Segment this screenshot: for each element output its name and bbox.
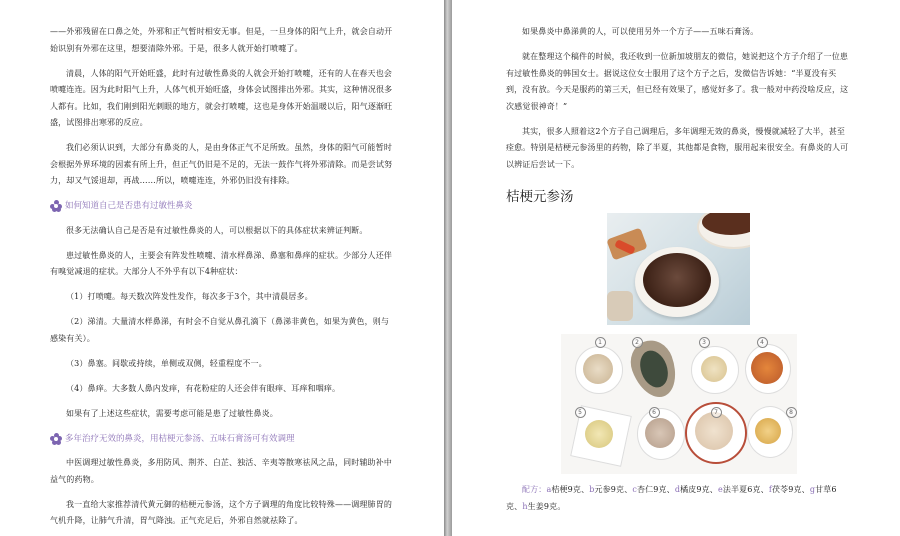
photo-number-label: 5 [575,407,586,418]
book-spine [444,0,452,536]
paragraph: 清晨，人体的阳气开始旺盛，此时有过敏性鼻炎的人就会开始打喷嚏，还有的人在春天也会喷嚏连连。因为此时阳气上升，人体气机开始旺盛，身体会试图排出外邪。其实，这种情况很多人都有。比如，我们刚到阳光刺眼的地方，就会打喷嚏，这也是身体开始温暖以后，阳气逐渐旺盛，试图排出寒邪的反应。 [50,68,393,127]
section-heading [50,198,395,214]
section-heading [50,431,395,447]
recipe-ingredients [506,482,851,515]
paragraph: 患过敏性鼻炎的人，主要会有阵发性喷嚏、清水样鼻涕、鼻塞和鼻痒的症状。少部分人还伴有嗅觉减退的症状。大部分人不外乎有以下4种症状： [50,250,392,276]
left-page [0,0,444,536]
photo-number-label: 4 [757,337,768,348]
right-page [452,0,900,536]
photo-number-label: 7 [711,407,722,418]
symptom-item: （4）鼻痒。大多数人鼻内发痒，有花粉症的人还会伴有眼痒、耳痒和咽痒。 [66,383,341,393]
symptom-item: （3）鼻塞。间歇或持续，单侧或双侧，轻重程度不一。 [66,358,267,368]
ingredient: 生姜9克。 [527,501,566,511]
paragraph: 我一直给大家推荐清代黄元御的桔梗元参汤，这个方子调理的角度比较特殊——调理肺胃的气机升降，让肺气升清，胃气降浊。正气充足后，外邪自然就祛除了。 [50,499,392,525]
flower-icon [50,433,62,445]
paragraph: 其实，很多人照着这2个方子自己调理后，多年调理无效的鼻炎，慢慢就减轻了大半，甚至痊愈。特别是桔梗元参汤里的药物，除了半夏，其他都是食物，服用起来很安全。有鼻炎的人可以辨证后尝试一下。 [506,126,849,169]
symptom-item: （1）打喷嚏。每天数次阵发性发作，每次多于3个，其中清晨居多。 [66,292,313,301]
soup-photo [607,213,750,325]
paragraph: 就在整理这个稿件的时候，我还收到一位新加坡朋友的微信，她说把这个方子介绍了一位患有过敏性鼻炎的韩国女士。据说这位女士服用了这个方子之后，发微信告诉她：“半夏没有买到，没有放。今天是服药的第三天，但已经有效果了，感觉好多了。我一般对中药没啥反应，这次感觉很神奇！” [506,52,849,111]
ingredients-photo [561,334,797,474]
photo-number-label: 6 [649,407,660,418]
ingredient: 桔梗9克、 [551,485,590,494]
ingredient: 甘草6克、 [506,485,837,511]
paragraph: 如果鼻炎中鼻涕黄的人，可以使用另外一个方子——五味石膏汤。 [522,27,759,36]
ingredient-key: b [589,485,595,494]
right-page-content [506,24,851,515]
ingredient-key: f [768,485,772,494]
ingredient-key: g [809,485,816,494]
symptom-item: （2）涕清。大量清水样鼻涕，有时会不自觉从鼻孔滴下（鼻涕非黄色，如果为黄色，则与感染有关）。 [50,317,390,343]
left-page-content [50,24,395,530]
ingredient: 杏仁9克、 [636,485,675,494]
section-heading-text: 多年治疗无效的鼻炎，用桔梗元参汤、五味石膏汤可有效调理 [65,433,295,444]
photo-number-label: 8 [786,407,797,418]
ingredient: 茯苓9克、 [771,485,810,494]
flower-icon [50,200,62,212]
paragraph: 很多无法确认自己是否是有过敏性鼻炎的人，可以根据以下的具体症状来辨证判断。 [66,225,368,235]
paragraph: ——外邪残留在口鼻之处，外邪和正气暂时相安无事。但是，一旦身体的阳气上升，就会自动开始识别有外邪在这里，想要清除外邪。于是，很多人就开始打喷嚏了。 [50,27,393,53]
recipe-title: 桔梗元参汤 [506,189,574,205]
paragraph: 中医调理过敏性鼻炎，多用防风、荆芥、白芷、独活、辛夷等散寒祛风之品，同时辅助补中益气的药物。 [50,458,392,484]
photo-number-label: 2 [632,337,643,348]
ingredient-key: e [717,485,723,494]
ingredient-key: a [546,485,552,494]
recipe-label: 配方： [522,485,547,494]
section-heading-text: 如何知道自己是否患有过敏性鼻炎 [65,201,193,211]
ingredient: 元参9克、 [594,485,633,494]
ingredient-key: h [522,501,528,511]
ingredient: 法半夏6克、 [722,485,769,494]
paragraph: 如果有了上述这些症状，需要考虑可能是患了过敏性鼻炎。 [66,408,278,418]
photo-number-label: 3 [699,337,710,348]
paragraph: 我们必须认识到，大部分有鼻炎的人，是由身体正气不足所致。虽然，身体的阳气可能暂时会根据外界环境的因素有所上升，但正气仍旧是不足的，无法一鼓作气将外邪清除。而是尝试努力，却又气馁退却，再战……所以，喷嚏连连，外邪仍旧没有排除。 [50,143,393,185]
ingredient-key: c [632,485,637,494]
photo-number-label: 1 [595,337,606,348]
ingredient-key: d [674,485,681,494]
ingredient: 橘皮9克、 [680,485,718,494]
